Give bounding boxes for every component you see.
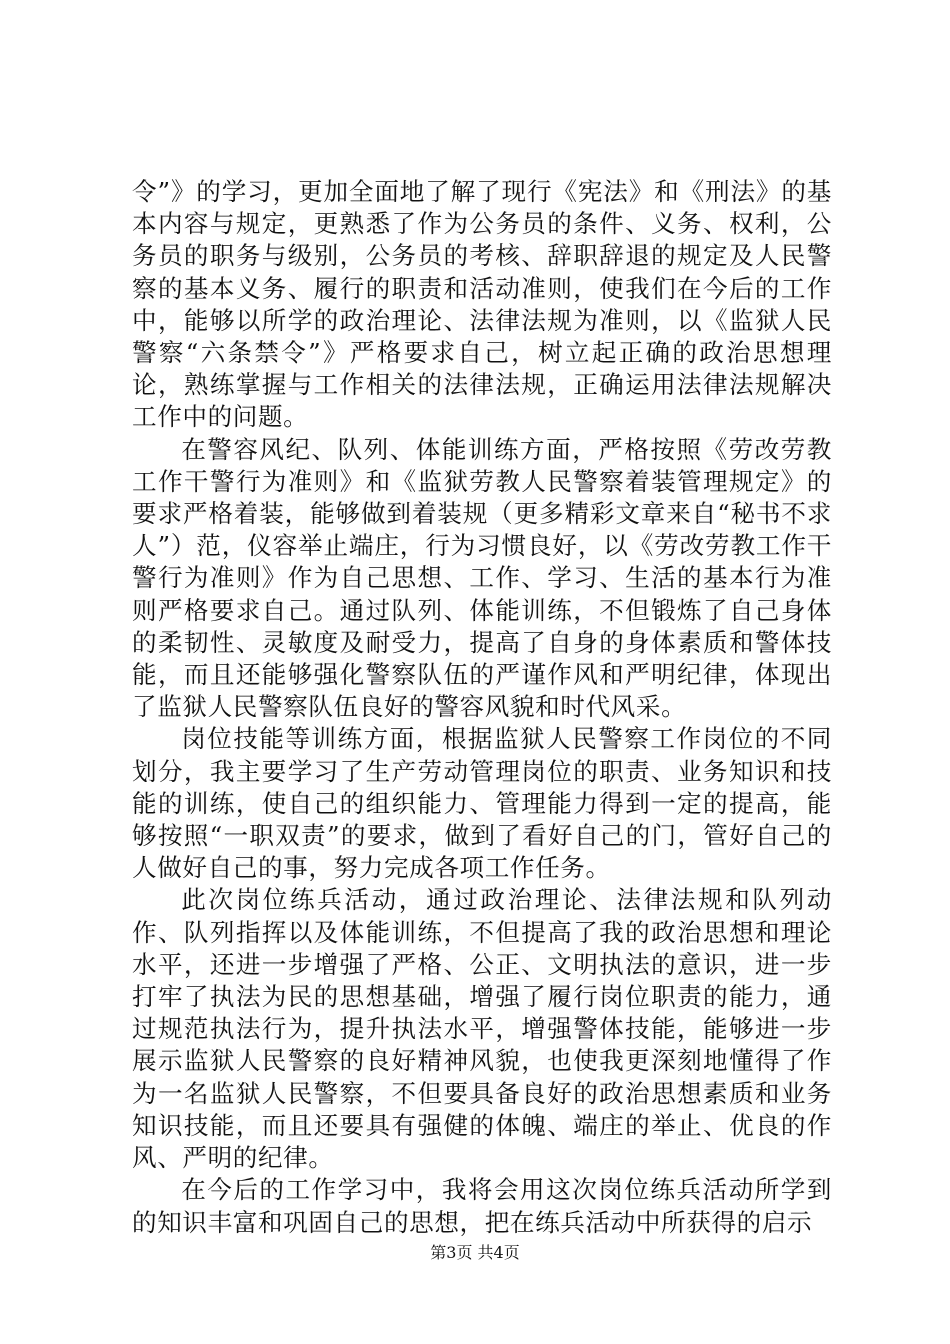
document-body [132,176,832,1239]
page-number-footer: 第3页 共4页 [430,1243,520,1262]
paragraph-2: 在警容风纪、队列、体能训练方面，严格按照《劳改劳教工作干警行为准则》和《监狱劳教人民警察着装管理规定》的要求严格着装，能够做到着装规（更多精彩文章来自“秘书不求人”）范，仪容举止端庄，行为习惯良好，以《劳改劳教工作干警行为准则》作为自己思想、工作、学习、生活的基本行为准则严格要求自己。通过队列、体能训练，不但锻炼了自己身体的柔韧性、灵敏度及耐受力，提高了自身的身体素质和警体技能，而且还能够强化警察队伍的严谨作风和严明纪律，体现出了监狱人民警察队伍良好的警容风貌和时代风采。 [132,434,832,722]
paragraph-3: 岗位技能等训练方面，根据监狱人民警察工作岗位的不同划分，我主要学习了生产劳动管理岗位的职责、业务知识和技能的训练，使自己的组织能力、管理能力得到一定的提高，能够按照“一职双责”的要求，做到了看好自己的门，管好自己的人做好自己的事，努力完成各项工作任务。 [132,724,832,883]
paragraph-1: 令”》的学习，更加全面地了解了现行《宪法》和《刑法》的基本内容与规定，更熟悉了作为公务员的条件、义务、权利，公务员的职务与级别，公务员的考核、辞职辞退的规定及人民警察的基本义务、履行的职责和活动准则，使我们在今后的工作中，能够以所学的政治理论、法律法规为准则，以《监狱人民警察“六条禁令”》严格要求自己，树立起正确的政治思想理论，熟练掌握与工作相关的法律法规，正确运用法律法规解决工作中的问题。 [132,177,832,432]
paragraph-5: 在今后的工作学习中，我将会用这次岗位练兵活动所学到的知识丰富和巩固自己的思想，把在练兵活动中所获得的启示 [132,1175,832,1237]
paragraph-4: 此次岗位练兵活动，通过政治理论、法律法规和队列动作、队列指挥以及体能训练，不但提高了我的政治思想和理论水平，还进一步增强了严格、公正、文明执法的意识，进一步打牢了执法为民的思想基础，增强了履行岗位职责的能力，通过规范执法行为，提升执法水平，增强警体技能，能够进一步展示监狱人民警察的良好精神风貌，也使我更深刻地懂得了作为一名监狱人民警察，不但要具备良好的政治思想素质和业务知识技能，而且还要具有强健的体魄、端庄的举止、优良的作风、严明的纪律。 [132,885,832,1173]
